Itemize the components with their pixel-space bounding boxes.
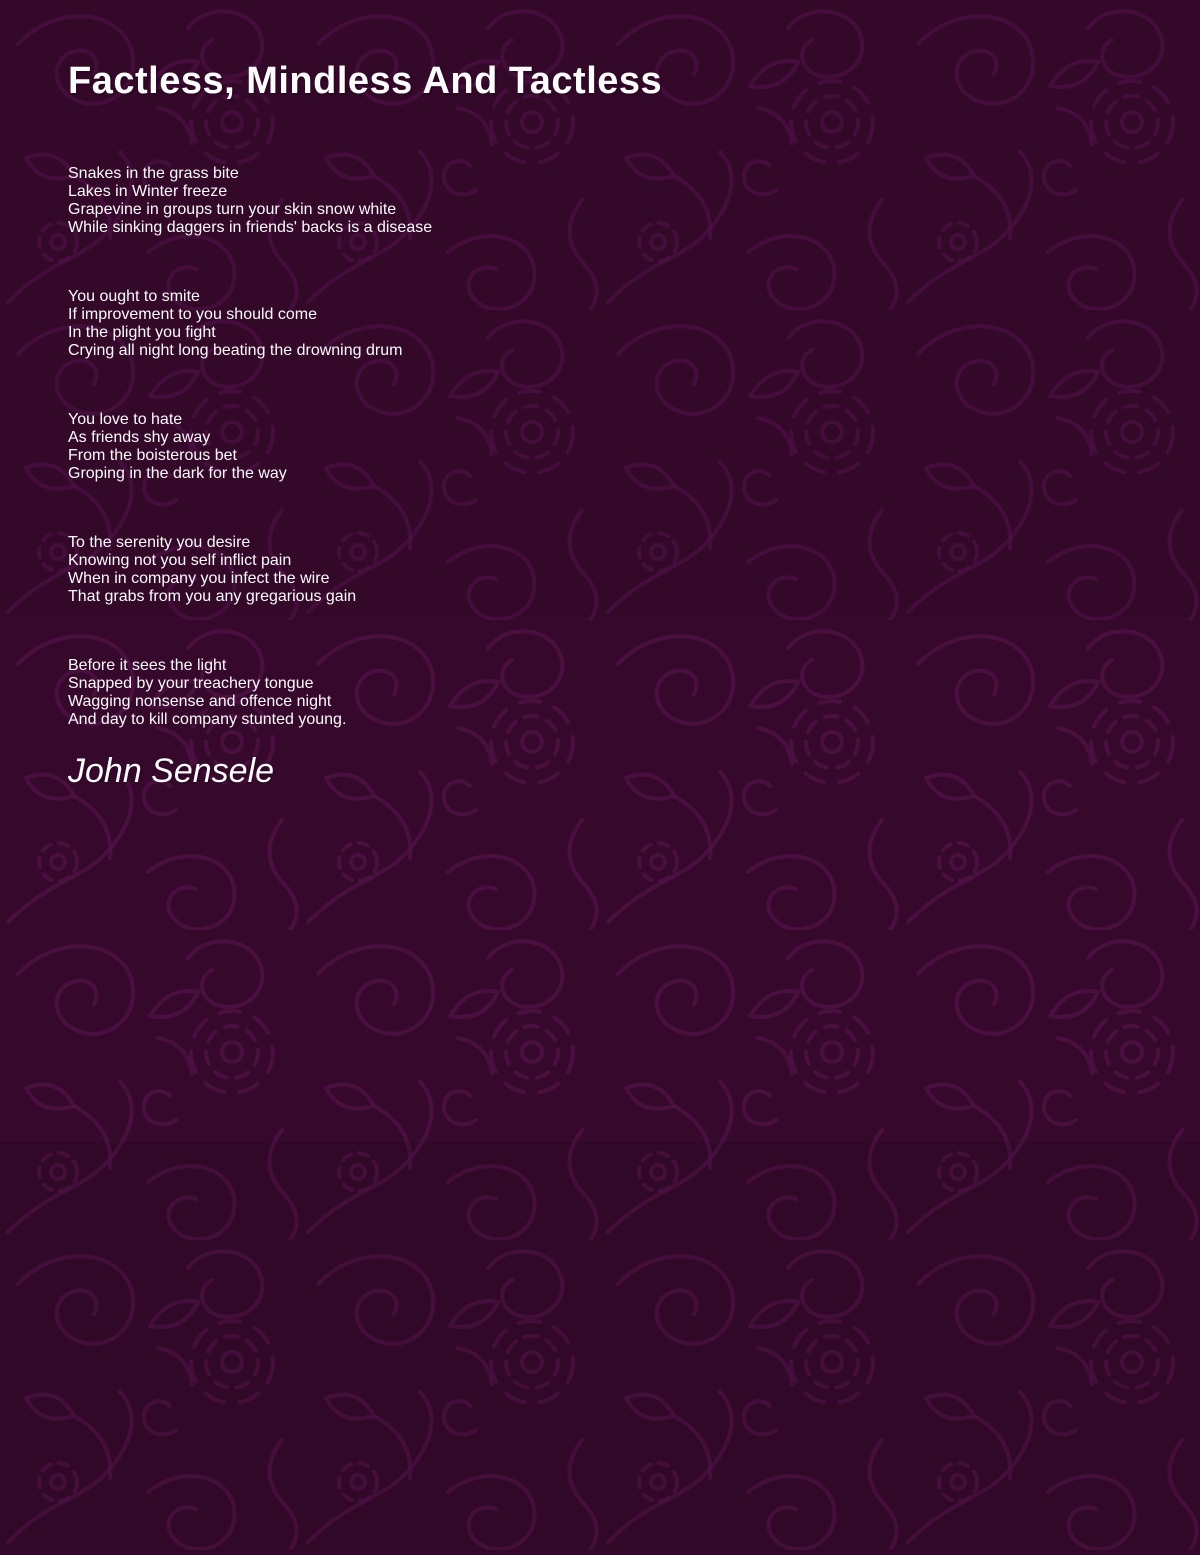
poem-line: Snakes in the grass bite [68,165,239,182]
poem-line: Grapevine in groups turn your skin snow white [68,201,397,218]
poem-line: In the plight you fight [68,324,216,341]
poem-title: Factless, Mindless And Tactless [68,60,663,102]
poem-line: You ought to smite [68,288,200,305]
poem-line: Groping in the dark for the way [68,465,287,482]
poem-line: As friends shy away [68,429,211,446]
poem-line: When in company you infect the wire [68,570,330,587]
poem-line: While sinking daggers in friends' backs is a disease [68,219,433,236]
poem-line: From the boisterous bet [68,447,237,464]
poem-line: If improvement to you should come [68,306,318,323]
poem-line: Crying all night long beating the drowning drum [68,342,403,359]
poem-line: That grabs from you any gregarious gain [68,588,357,605]
author-name: John Sensele [68,752,275,790]
poem-line: Before it sees the light [68,657,227,674]
poem-line: You love to hate [68,411,183,428]
poem-line: Lakes in Winter freeze [68,183,228,200]
poem-line: And day to kill company stunted young. [68,711,347,728]
poem-line: Wagging nonsense and offence night [68,693,332,710]
poem-line: Knowing not you self inflict pain [68,552,292,569]
poem-line: Snapped by your treachery tongue [68,675,314,692]
poem-line: To the serenity you desire [68,534,251,551]
